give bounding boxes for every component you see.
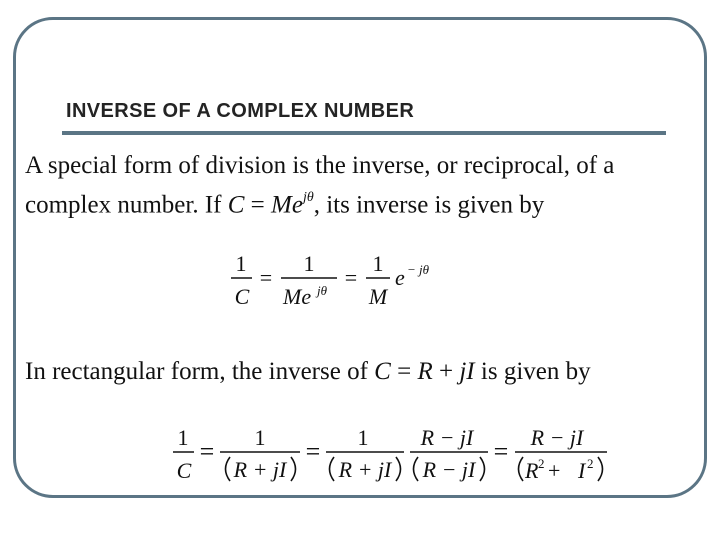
eq1-exponential-base: e: [395, 265, 405, 290]
eq2-equals-3: =: [493, 437, 509, 466]
eq2-frac5-exponent-i: 2: [587, 456, 594, 471]
intro-line-2: [25, 185, 544, 220]
eq2-frac3-denominator-a: R + jI: [338, 457, 392, 482]
eq2-left-paren-1: [226, 457, 231, 481]
eq2-frac5-numerator: R − jI: [530, 425, 584, 450]
inverse-rectangular-equation: [170, 420, 615, 492]
rect-var-r: R: [417, 358, 433, 385]
intro-text-b: , its inverse is given by: [313, 191, 545, 219]
eq2-lhs-numerator: 1: [177, 425, 189, 450]
rect-equals: =: [390, 358, 418, 385]
eq2-frac5-denominator-plus: +: [548, 458, 561, 483]
intro-text-a: complex number. If: [25, 191, 228, 219]
eq1-frac3-numerator: 1: [372, 251, 384, 276]
var-me: Me: [271, 191, 303, 219]
eq1-frac2-numerator: 1: [303, 251, 315, 276]
eq2-left-paren-3: [414, 457, 419, 481]
eq2-frac5-exponent-r: 2: [538, 456, 545, 471]
eq1-equals-2: =: [344, 265, 358, 290]
rect-var-ji: jI: [459, 358, 475, 385]
eq2-right-paren-3: [480, 457, 485, 481]
eq2-equals-2: =: [305, 437, 321, 466]
exponent-jtheta: jθ: [302, 190, 314, 205]
slide-title: INVERSE OF A COMPLEX NUMBER: [66, 100, 415, 122]
eq2-right-paren-2: [396, 457, 401, 481]
rect-plus: +: [432, 358, 460, 385]
rect-text-b: is given by: [474, 358, 591, 385]
eq2-frac5-denominator-r: R: [525, 458, 539, 483]
eq2-right-paren-4: [598, 457, 603, 481]
eq2-frac3-numerator: 1: [357, 425, 369, 450]
intro-line-1: [25, 151, 614, 181]
eq1-frac3-denominator: M: [368, 284, 388, 309]
eq2-lhs-denominator: C: [176, 458, 192, 483]
inverse-polar-equation: [225, 245, 455, 317]
intro-line-1-text: A special form of division is the inverse, or reciprocal, of a: [25, 152, 615, 179]
eq1-lhs-numerator: 1: [235, 251, 247, 276]
rectangular-intro-line: [25, 357, 591, 387]
rect-var-c: C: [374, 358, 391, 385]
eq2-frac2-numerator: 1: [254, 425, 266, 450]
var-c: C: [227, 191, 245, 219]
eq1-exponential-exponent: − jθ: [407, 262, 430, 277]
equals-sign: =: [244, 191, 272, 219]
rect-text-a: In rectangular form, the inverse of: [25, 358, 375, 385]
eq2-equals-1: =: [199, 437, 215, 466]
title-underline: [62, 131, 666, 135]
eq1-equals-1: =: [259, 265, 273, 290]
eq1-frac2-exponent: jθ: [317, 283, 327, 298]
eq2-frac3-denominator-b: R − jI: [422, 457, 476, 482]
eq1-frac2-denominator: Me: [283, 284, 312, 309]
eq2-frac4-numerator: R − jI: [420, 425, 474, 450]
eq2-left-paren-2: [330, 457, 335, 481]
eq1-lhs-denominator: C: [234, 284, 250, 309]
eq2-frac5-denominator-i: I: [578, 458, 586, 483]
eq2-left-paren-4: [519, 457, 524, 481]
eq2-right-paren-1: [291, 457, 296, 481]
eq2-frac2-denominator: R + jI: [233, 457, 287, 482]
